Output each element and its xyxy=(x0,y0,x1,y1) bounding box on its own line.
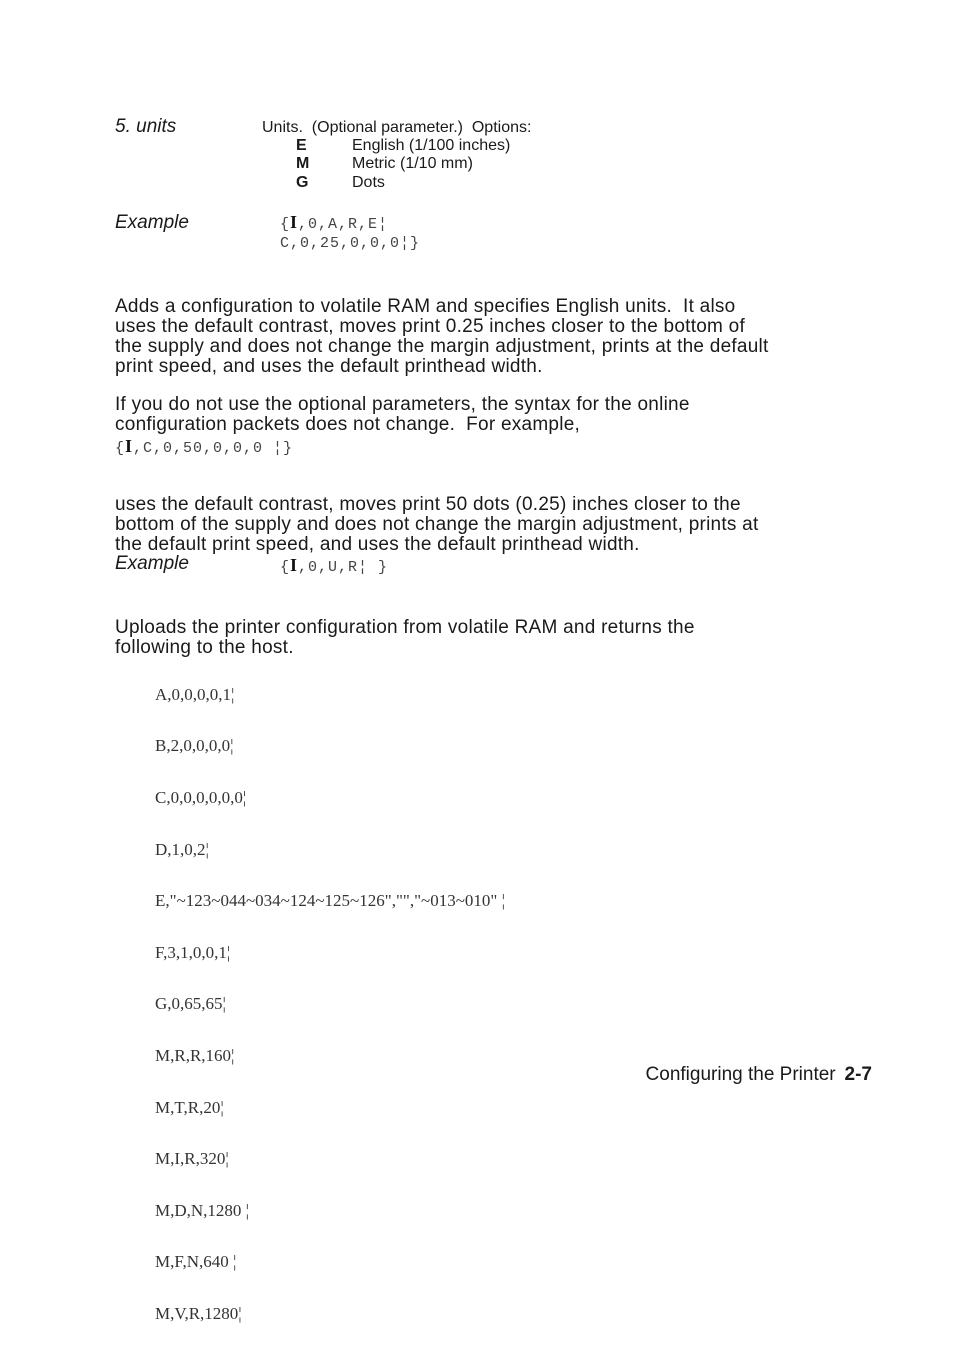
upload-line: M,R,R,160¦ xyxy=(155,1045,235,1065)
example-label: Example xyxy=(115,212,189,233)
upload-response-list xyxy=(155,656,505,1353)
upload-line: M,F,N,640 ¦ xyxy=(155,1252,237,1272)
upload-line: B,2,0,0,0,0¦ xyxy=(155,736,234,756)
option-code-metric: M xyxy=(296,155,310,172)
units-description: Units. (Optional parameter.) Options: xyxy=(262,119,532,136)
upload-line: D,1,0,2¦ xyxy=(155,839,209,859)
upload-line: A,0,0,0,0,1¦ xyxy=(155,684,235,704)
code-online-config: {I,C,0,50,0,0,0 ¦} xyxy=(115,436,294,457)
paragraph-optional-parameters: If you do not use the optional parameters, the syntax for the online configuration packets does not change. For example, xyxy=(115,394,690,435)
upload-line: C,0,0,0,0,0,0¦ xyxy=(155,787,247,807)
example-code-line-2: C,0,25,0,0,0¦} xyxy=(280,235,421,252)
paragraph-uploads: Uploads the printer configuration from volatile RAM and returns the following to the host. xyxy=(115,617,695,658)
option-label-metric: Metric (1/10 mm) xyxy=(352,155,473,172)
footer-page-number: 2-7 xyxy=(844,1064,872,1085)
option-label-english: English (1/100 inches) xyxy=(352,137,511,154)
option-code-dots: G xyxy=(296,174,309,191)
option-code-english: E xyxy=(296,137,307,154)
page-footer xyxy=(646,1064,872,1086)
example-label-2: Example xyxy=(115,553,189,574)
upload-line: F,3,1,0,0,1¦ xyxy=(155,942,231,962)
upload-line: G,0,65,65¦ xyxy=(155,994,226,1014)
upload-line: M,T,R,20¦ xyxy=(155,1097,224,1117)
example-code-upload: {I,0,U,R¦ } xyxy=(280,555,389,576)
upload-line: M,I,R,320¦ xyxy=(155,1149,229,1169)
option-label-dots: Dots xyxy=(352,174,385,191)
paragraph-adds-configuration: Adds a configuration to volatile RAM and specifies English units. It also uses the default contrast, moves print 0.25 inches closer to the bottom of the supply and does not change the margin adjustment, prints at the default print speed, and uses the default printhead width. xyxy=(115,296,769,377)
footer-section-title: Configuring the Printer xyxy=(645,1064,836,1085)
paragraph-default-contrast: uses the default contrast, moves print 50 dots (0.25) inches closer to the bottom of the supply and does not change the margin adjustment, prints at the default print speed, and uses the default printhead width. xyxy=(115,494,759,555)
upload-line: M,D,N,1280 ¦ xyxy=(155,1200,250,1220)
upload-line: M,V,R,1280¦ xyxy=(155,1303,242,1323)
example-code-line-1: {I,0,A,R,E¦ xyxy=(280,212,389,233)
upload-line: E,"~123~044~034~124~125~126","","~013~010" ¦ xyxy=(155,891,506,911)
units-term: 5. units xyxy=(115,116,177,137)
